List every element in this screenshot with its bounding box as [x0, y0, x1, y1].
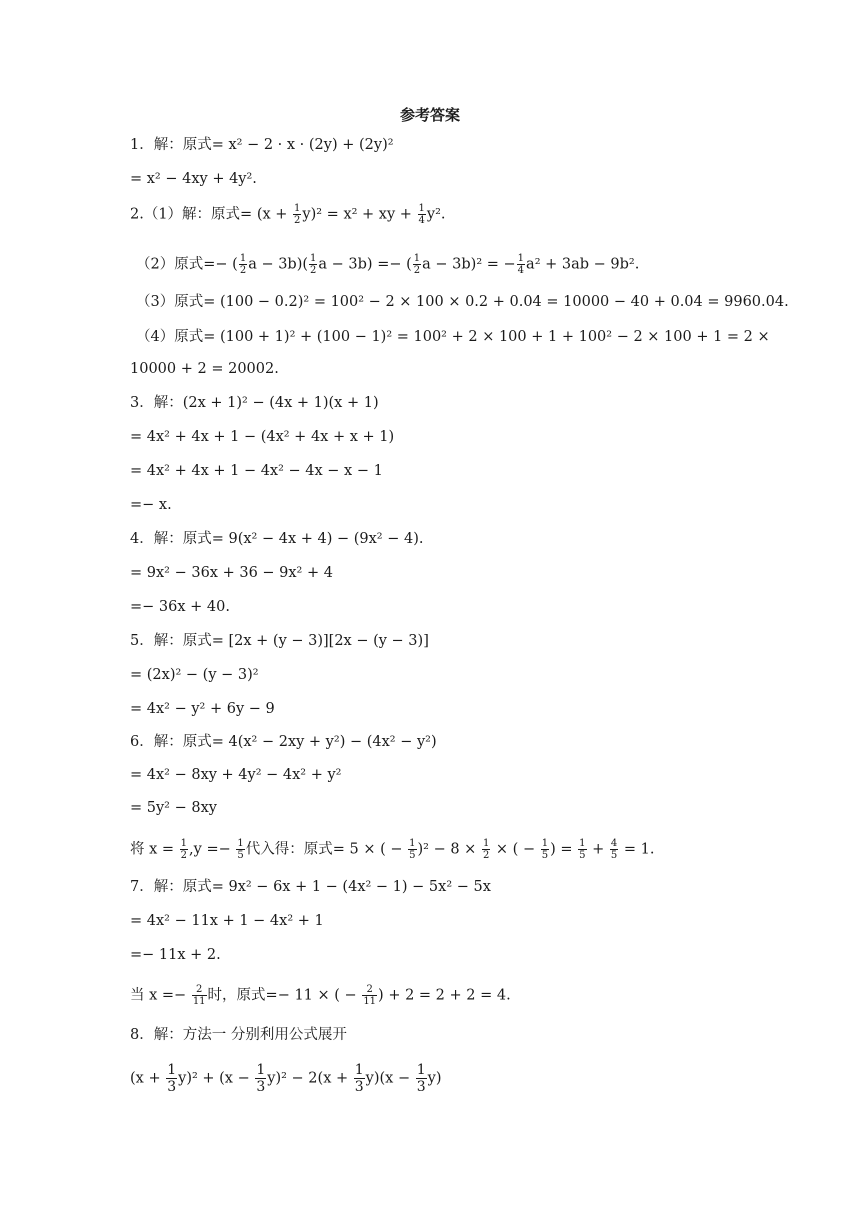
- line-3-paren: (x +: [256, 206, 293, 223]
- line-4-p1: (: [232, 256, 238, 273]
- line-10: = 4x² + 4x + 1 − 4x² − 4x − x − 1: [130, 463, 383, 479]
- line-22: 7．解：原式= 9x² − 6x + 1 − (4x² − 1) − 5x² − 5x: [130, 879, 491, 895]
- line-21-c: 代入得：原式= 5 × ( −: [245, 841, 408, 858]
- line-11: =− x.: [130, 497, 172, 513]
- fraction-quarter-b: $\frac{1}{4}$: [517, 253, 525, 276]
- line-21-e: × ( −: [491, 841, 540, 858]
- line-4-end: a² + 3ab − 9b².: [526, 256, 640, 273]
- fraction-fifth-1: $\frac{1}{5}$: [409, 838, 416, 861]
- line-13: = 9x² − 36x + 36 − 9x² + 4: [130, 565, 333, 581]
- line-20: = 5y² − 8xy: [130, 800, 217, 816]
- line-4-p2: a − 3b)(: [248, 256, 309, 273]
- line-15: 5．解：原式= [2x + (y − 3)][2x − (y − 3)]: [130, 633, 429, 649]
- line-19: = 4x² − 8xy + 4y² − 4x² + y²: [130, 767, 342, 783]
- line-26: 8．解：方法一 分别利用公式展开: [130, 1027, 347, 1043]
- line-21-f: ) =: [550, 841, 578, 858]
- line-21-d: )² − 8 ×: [417, 841, 481, 858]
- line-27-e: y): [427, 1070, 442, 1087]
- fraction-quarter: $\frac{1}{4}$: [418, 203, 425, 226]
- fraction-third-1: $\frac{1}{3}$: [167, 1062, 177, 1095]
- line-4-eq: = −: [482, 256, 516, 273]
- fraction-third-4: $\frac{1}{3}$: [416, 1062, 426, 1095]
- line-7: 10000 + 2 = 20002.: [130, 361, 279, 377]
- line-14: =− 36x + 40.: [130, 599, 230, 615]
- line-25-a: 当 x =−: [130, 987, 191, 1004]
- line-21: [130, 838, 654, 861]
- line-27-c: y)² − 2(x +: [267, 1070, 353, 1087]
- line-27-b: y)² + (x −: [178, 1070, 255, 1087]
- line-25-c: ) + 2 = 2 + 2 = 4.: [378, 987, 511, 1004]
- line-21-b: ,y =−: [189, 841, 236, 858]
- line-5: （3）原式= (100 − 0.2)² = 100² − 2 × 100 × 0.2 + 0.04 = 10000 − 40 + 0.04 = 9960.04.: [136, 294, 789, 310]
- fraction-half-c: $\frac{1}{2}$: [413, 253, 421, 276]
- fraction-third-3: $\frac{1}{3}$: [354, 1062, 364, 1095]
- line-6: （4）原式= (100 + 1)² + (100 − 1)² = 100² + 2 × 100 + 1 + 100² − 2 × 100 + 1 = 2 ×: [136, 329, 770, 345]
- fraction-half-x: $\frac{1}{2}$: [180, 838, 188, 861]
- line-25-b: 时，原式=− 11 × ( −: [207, 987, 362, 1004]
- line-12: 4．解：原式= 9(x² − 4x + 4) − (9x² − 4).: [130, 531, 424, 547]
- line-27-a: (x +: [130, 1070, 166, 1087]
- fraction-third-2: $\frac{1}{3}$: [256, 1062, 266, 1095]
- fraction-two-elevenths-1: $\frac{2}{11}$: [192, 984, 206, 1007]
- fraction-four-fifths: $\frac{4}{5}$: [610, 838, 618, 861]
- line-1: 1．解：原式= x² − 2 · x · (2y) + (2y)²: [130, 137, 394, 153]
- line-21-g: +: [587, 841, 609, 858]
- line-3-end: y².: [426, 206, 446, 223]
- line-3-mid: = x² + xy +: [322, 206, 417, 223]
- line-4-p4: a − 3b)²: [422, 256, 483, 273]
- line-3: [130, 203, 446, 226]
- fraction-fifth-2: $\frac{1}{5}$: [541, 838, 549, 861]
- line-16: = (2x)² − (y − 3)²: [130, 667, 259, 683]
- line-27-d: y)(x −: [365, 1070, 415, 1087]
- fraction-half-b: $\frac{1}{2}$: [310, 253, 317, 276]
- page-title: 参考答案: [399, 106, 460, 124]
- line-8: 3．解：(2x + 1)² − (4x + 1)(x + 1): [130, 395, 379, 411]
- line-4-p3: a − 3b) =− (: [318, 256, 412, 273]
- line-4: [136, 253, 639, 276]
- line-17: = 4x² − y² + 6y − 9: [130, 701, 275, 717]
- fraction-fifth-3: $\frac{1}{5}$: [579, 838, 586, 861]
- line-3-prefix: 2.（1）解：原式=: [130, 206, 257, 223]
- fraction-half-a: $\frac{1}{2}$: [239, 253, 247, 276]
- fraction-half-2: $\frac{1}{2}$: [482, 838, 490, 861]
- line-3-paren-end: y)²: [302, 206, 323, 223]
- line-21-a: 将 x =: [130, 841, 179, 858]
- line-25: [130, 984, 511, 1007]
- line-23: = 4x² − 11x + 1 − 4x² + 1: [130, 913, 324, 929]
- line-2: = x² − 4xy + 4y².: [130, 171, 257, 187]
- line-4-prefix: （2）原式=−: [136, 256, 233, 273]
- fraction-fifth-y: $\frac{1}{5}$: [237, 838, 244, 861]
- line-9: = 4x² + 4x + 1 − (4x² + 4x + x + 1): [130, 429, 395, 445]
- line-24: =− 11x + 2.: [130, 947, 221, 963]
- fraction-two-elevenths-2: $\frac{2}{11}$: [363, 984, 377, 1007]
- fraction-half: $\frac{1}{2}$: [294, 203, 301, 226]
- line-18: 6．解：原式= 4(x² − 2xy + y²) − (4x² − y²): [130, 734, 437, 750]
- line-27: [130, 1062, 442, 1095]
- line-21-h: = 1.: [619, 841, 655, 858]
